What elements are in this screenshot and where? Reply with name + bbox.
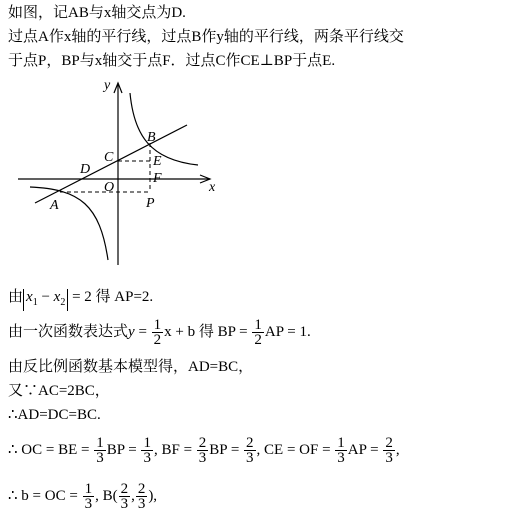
label-a: A xyxy=(50,198,59,213)
step-2: 由一次函数表达式y = $\frac{1}{2}$ x + b 得 BP = $\frac{1}{2}$ AP = 1. xyxy=(8,317,311,349)
geometry-figure xyxy=(0,75,525,275)
hyperbola-left-branch xyxy=(30,187,108,260)
step-7: ∴ b = OC = $\frac{1}{3}$ , B( $\frac{2}{3}$ , $\frac{2}{3}$ ), xyxy=(8,481,158,513)
intro-line-2: 过点A作x轴的平行线，过点B作y轴的平行线，两条平行线交 xyxy=(8,29,404,45)
intro-line-1: 如图，记AB与x轴交点为D. xyxy=(8,5,186,21)
step-1: 由 $x_1 - x_2 = 2$ 得 AP=2. xyxy=(8,288,153,311)
label-x: x xyxy=(209,180,216,195)
fraction: $\frac{1}{2}$ xyxy=(153,317,162,349)
step-5: ∴AD=DC=BC. xyxy=(8,407,101,423)
label-d: D xyxy=(80,162,91,177)
intro-line-3: 于点P，BP与x轴交于点F．过点C作CE⊥BP于点E. xyxy=(8,53,336,69)
label-f: F xyxy=(153,171,162,186)
hyperbola-right-branch xyxy=(130,93,198,165)
step-3: 由反比例函数基本模型得，AD=BC， xyxy=(8,359,254,375)
label-o: O xyxy=(104,180,115,195)
fraction: $\frac{1}{2}$ xyxy=(254,317,262,349)
label-y: y xyxy=(104,78,111,93)
step-4: 又∵AC=2BC， xyxy=(8,383,110,399)
label-c: C xyxy=(104,150,114,165)
label-b: B xyxy=(147,130,156,145)
step-6: ∴ OC = BE = $\frac{1}{3}$ BP = $\frac{1}{3}$ , BF = $\frac{2}{3}$ BP = $\frac{2}{3}$ , CE = OF = $\frac{1}{3}$ AP = $\frac{2}{3}$ , xyxy=(8,435,400,467)
label-e: E xyxy=(153,154,162,169)
label-p: P xyxy=(146,196,155,211)
